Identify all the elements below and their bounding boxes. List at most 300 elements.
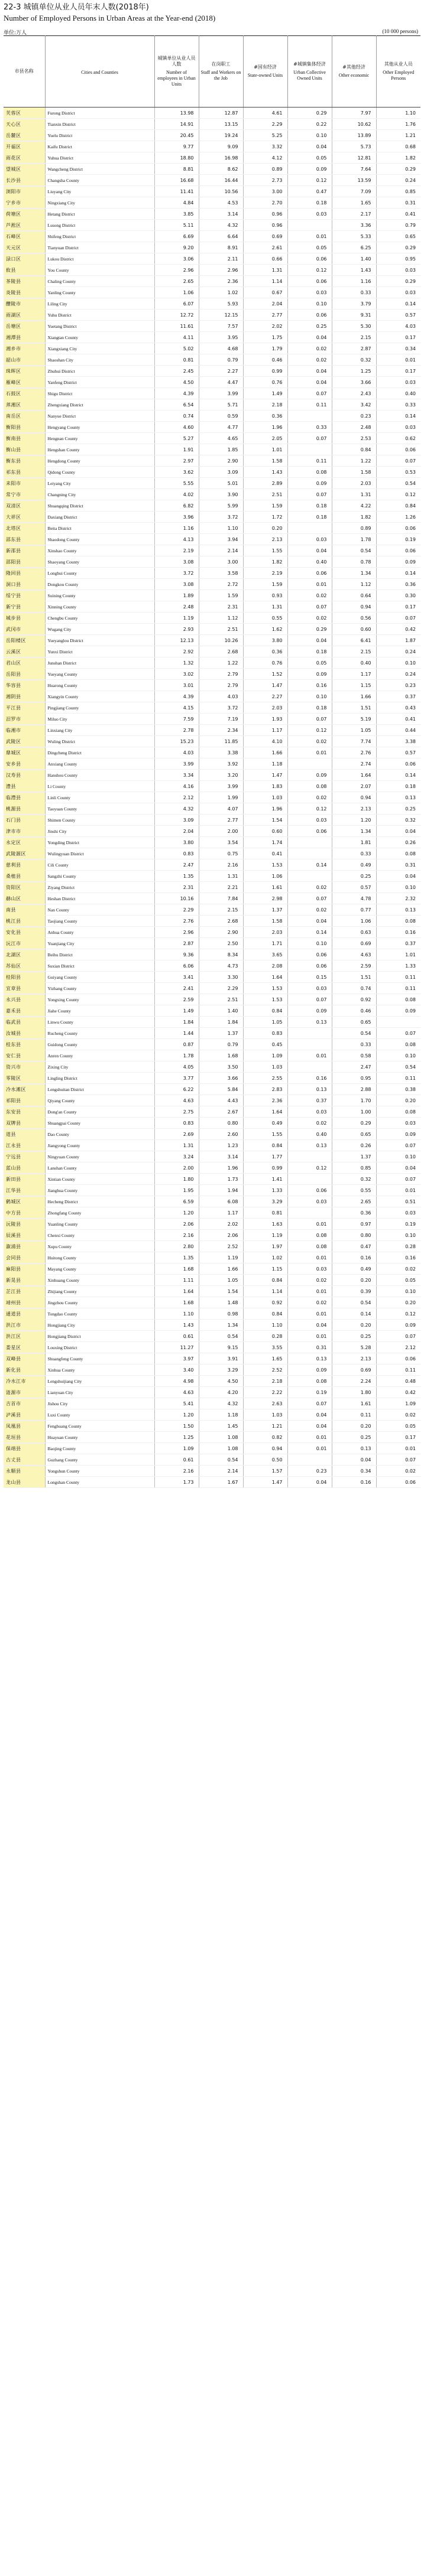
cell-collective: 0.02: [287, 590, 332, 601]
cell-total: 1.31: [154, 1140, 199, 1151]
cell-staff: 11.85: [199, 736, 243, 747]
table-row: [4, 893, 420, 904]
cell-other-employed: 1.21: [376, 130, 420, 141]
cell-other-employed: 0.09: [376, 1129, 420, 1140]
cell-state-owned: 1.62: [243, 624, 287, 635]
cell-total: 12.13: [154, 635, 199, 646]
table-row: [4, 1073, 420, 1084]
cell-other-economic: 4.22: [332, 500, 376, 512]
cell-other-employed: 0.44: [376, 725, 420, 736]
table-row: [4, 1017, 420, 1028]
cell-state-owned: 1.64: [243, 1106, 287, 1118]
cell-staff: 16.98: [199, 152, 243, 164]
cell-total: 0.83: [154, 1118, 199, 1129]
cell-staff: 0.80: [199, 1118, 243, 1129]
row-name-cn: 资兴市: [4, 1061, 45, 1073]
cell-collective: [287, 837, 332, 848]
cell-total: 3.99: [154, 758, 199, 770]
row-name-cn: 耒阳市: [4, 478, 45, 489]
row-name-en: Fenghuang County: [45, 1421, 154, 1432]
row-name-cn: 南县: [4, 904, 45, 916]
cell-other-economic: 12.81: [332, 152, 376, 164]
cell-total: 4.63: [154, 1095, 199, 1106]
cell-state-owned: 2.29: [243, 119, 287, 130]
table-row: [4, 1320, 420, 1331]
row-name-en: Suining County: [45, 590, 154, 601]
cell-collective: 0.02: [287, 343, 332, 354]
row-name-cn: 岳塘区: [4, 321, 45, 332]
cell-other-economic: 0.33: [332, 1039, 376, 1050]
cell-collective: 0.16: [287, 1073, 332, 1084]
cell-other-employed: 0.17: [376, 332, 420, 343]
cell-staff: 2.11: [199, 253, 243, 265]
table-row: [4, 108, 420, 119]
cell-collective: 0.07: [287, 714, 332, 725]
table-row: [4, 1331, 420, 1342]
cell-staff: 2.96: [199, 265, 243, 276]
row-name-en: Zhijiang County: [45, 1286, 154, 1297]
cell-total: 1.89: [154, 590, 199, 601]
cell-total: 3.80: [154, 837, 199, 848]
row-name-cn: 鹤城区: [4, 1196, 45, 1207]
cell-total: 6.06: [154, 960, 199, 972]
cell-total: 2.04: [154, 826, 199, 837]
row-name-cn: 南岳区: [4, 411, 45, 422]
cell-state-owned: 1.02: [243, 1252, 287, 1263]
row-name-cn: 邵阳县: [4, 556, 45, 568]
cell-staff: 1.84: [199, 1017, 243, 1028]
cell-other-employed: 0.54: [376, 1061, 420, 1073]
cell-total: 0.74: [154, 411, 199, 422]
cell-state-owned: 2.89: [243, 478, 287, 489]
cell-other-economic: 0.54: [332, 1297, 376, 1308]
cell-other-employed: 0.03: [376, 265, 420, 276]
row-name-cn: 宁乡市: [4, 197, 45, 209]
cell-other-economic: 1.51: [332, 972, 376, 983]
cell-staff: 1.94: [199, 1185, 243, 1196]
cell-other-economic: 5.19: [332, 714, 376, 725]
row-name-cn: 永兴县: [4, 994, 45, 1005]
cell-total: 16.68: [154, 175, 199, 186]
cell-collective: 0.05: [287, 242, 332, 253]
cell-total: 5.02: [154, 343, 199, 354]
cell-state-owned: 1.66: [243, 747, 287, 758]
cell-staff: 2.90: [199, 927, 243, 938]
cell-staff: 4.03: [199, 691, 243, 702]
row-name-en: Huayuan County: [45, 1432, 154, 1443]
cell-collective: 0.13: [287, 1017, 332, 1028]
table-row: [4, 1241, 420, 1252]
row-name-en: Anxiang County: [45, 758, 154, 770]
cell-other-employed: 0.02: [376, 1263, 420, 1275]
cell-collective: 0.02: [287, 904, 332, 916]
row-name-cn: 衡山县: [4, 444, 45, 455]
cell-collective: 0.06: [287, 276, 332, 287]
table-row: [4, 276, 420, 287]
table-row: [4, 231, 420, 242]
cell-staff: 9.09: [199, 141, 243, 152]
row-name-cn: 东安县: [4, 1106, 45, 1118]
table-row: [4, 130, 420, 141]
cell-state-owned: 1.53: [243, 994, 287, 1005]
cell-staff: 2.50: [199, 938, 243, 949]
cell-other-economic: 2.03: [332, 478, 376, 489]
cell-state-owned: 1.19: [243, 1230, 287, 1241]
cell-other-economic: 1.66: [332, 691, 376, 702]
table-row: [4, 680, 420, 691]
cell-staff: 2.60: [199, 1129, 243, 1140]
cell-other-economic: 0.34: [332, 1466, 376, 1477]
cell-total: 3.06: [154, 253, 199, 265]
cell-collective: 0.04: [287, 366, 332, 377]
cell-other-employed: 0.11: [376, 1364, 420, 1376]
row-name-cn: 临武县: [4, 1017, 45, 1028]
cell-collective: 0.40: [287, 1129, 332, 1140]
table-row: [4, 736, 420, 747]
cell-total: 1.91: [154, 444, 199, 455]
cell-staff: 6.64: [199, 231, 243, 242]
cell-other-employed: 0.54: [376, 478, 420, 489]
header-name-en: Cities and Counties: [45, 36, 154, 108]
row-name-cn: 洪江市: [4, 1320, 45, 1331]
cell-total: 1.44: [154, 1028, 199, 1039]
cell-total: 1.68: [154, 1263, 199, 1275]
cell-other-economic: 1.61: [332, 1398, 376, 1409]
row-name-en: Taojiang County: [45, 916, 154, 927]
cell-total: 11.41: [154, 186, 199, 197]
row-name-en: Shuangpai County: [45, 1118, 154, 1129]
cell-state-owned: 1.57: [243, 1466, 287, 1477]
cell-total: 10.16: [154, 893, 199, 904]
table-row: [4, 601, 420, 613]
cell-total: 2.93: [154, 624, 199, 635]
cell-total: 2.87: [154, 938, 199, 949]
cell-collective: 0.07: [287, 489, 332, 500]
cell-other-economic: 1.16: [332, 276, 376, 287]
row-name-cn: 攸县: [4, 265, 45, 276]
cell-other-employed: 0.05: [376, 1421, 420, 1432]
cell-staff: 13.15: [199, 119, 243, 130]
cell-other-economic: 1.70: [332, 1095, 376, 1106]
cell-collective: 0.04: [287, 916, 332, 927]
cell-staff: 2.02: [199, 1219, 243, 1230]
row-name-en: Xupu County: [45, 1241, 154, 1252]
table-row: [4, 770, 420, 781]
table-row: [4, 298, 420, 310]
employment-table: [4, 35, 420, 1488]
cell-state-owned: 0.84: [243, 1275, 287, 1286]
cell-collective: 0.15: [287, 972, 332, 983]
cell-collective: 0.02: [287, 354, 332, 366]
row-name-cn: 双牌县: [4, 1118, 45, 1129]
cell-other-employed: 0.33: [376, 399, 420, 411]
cell-state-owned: 0.96: [243, 209, 287, 220]
cell-other-employed: 0.10: [376, 1151, 420, 1162]
cell-other-economic: 2.15: [332, 332, 376, 343]
cell-state-owned: 1.79: [243, 343, 287, 354]
cell-staff: 0.59: [199, 411, 243, 422]
table-row: [4, 568, 420, 579]
table-row: [4, 1297, 420, 1308]
cell-total: 2.45: [154, 366, 199, 377]
row-name-en: Beihu District: [45, 949, 154, 960]
cell-collective: 0.06: [287, 310, 332, 321]
row-name-en: Hengnan County: [45, 433, 154, 444]
cell-other-economic: 4.63: [332, 949, 376, 960]
cell-collective: 0.16: [287, 680, 332, 691]
cell-state-owned: 2.63: [243, 1398, 287, 1409]
row-name-cn: 荷塘区: [4, 209, 45, 220]
cell-other-employed: 0.07: [376, 1028, 420, 1039]
table-row: [4, 1118, 420, 1129]
cell-state-owned: 1.03: [243, 1061, 287, 1073]
cell-other-economic: 7.97: [332, 108, 376, 119]
row-name-cn: 宜章县: [4, 983, 45, 994]
row-name-cn: 雨花区: [4, 152, 45, 164]
cell-other-employed: 0.01: [376, 1443, 420, 1454]
cell-total: 2.96: [154, 927, 199, 938]
row-name-cn: 双峰县: [4, 1353, 45, 1364]
cell-collective: 0.01: [287, 1286, 332, 1297]
table-row: [4, 287, 420, 298]
cell-other-employed: 0.16: [376, 927, 420, 938]
table-row: [4, 815, 420, 826]
row-name-en: Jianghua County: [45, 1185, 154, 1196]
cell-total: 6.59: [154, 1196, 199, 1207]
cell-collective: 0.14: [287, 859, 332, 871]
table-row: [4, 646, 420, 657]
cell-staff: 2.27: [199, 366, 243, 377]
cell-other-employed: 0.03: [376, 287, 420, 298]
cell-state-owned: 1.58: [243, 916, 287, 927]
cell-state-owned: 1.64: [243, 972, 287, 983]
cell-staff: 3.91: [199, 1353, 243, 1364]
cell-staff: 3.14: [199, 1151, 243, 1162]
row-name-en: Shuangfeng County: [45, 1353, 154, 1364]
cell-collective: 0.03: [287, 534, 332, 545]
row-name-en: Furong District: [45, 108, 154, 119]
cell-total: 1.19: [154, 613, 199, 624]
row-name-en: Xiangxiang City: [45, 343, 154, 354]
row-name-en: Liling City: [45, 298, 154, 310]
row-name-cn: 城步县: [4, 613, 45, 624]
cell-state-owned: 1.53: [243, 859, 287, 871]
row-name-cn: 安化县: [4, 927, 45, 938]
table-row: [4, 119, 420, 130]
row-name-cn: 雨湖区: [4, 310, 45, 321]
row-name-cn: 沅江市: [4, 938, 45, 949]
cell-state-owned: 1.31: [243, 601, 287, 613]
row-name-en: Li County: [45, 781, 154, 792]
table-row: [4, 1342, 420, 1353]
cell-total: 1.68: [154, 1297, 199, 1308]
row-name-en: Daxiang District: [45, 512, 154, 523]
row-name-cn: 通道县: [4, 1308, 45, 1320]
cell-total: 2.19: [154, 545, 199, 556]
cell-state-owned: 0.60: [243, 826, 287, 837]
cell-state-owned: 1.72: [243, 512, 287, 523]
cell-other-economic: 0.49: [332, 859, 376, 871]
row-name-cn: 冷水滩区: [4, 1084, 45, 1095]
row-name-en: Yuhua District: [45, 152, 154, 164]
cell-state-owned: 2.51: [243, 489, 287, 500]
cell-other-economic: 0.49: [332, 1263, 376, 1275]
cell-staff: 1.54: [199, 1286, 243, 1297]
cell-other-economic: 7.74: [332, 736, 376, 747]
row-name-en: Lusong District: [45, 220, 154, 231]
row-name-en: Dongkou County: [45, 579, 154, 590]
table-row: [4, 983, 420, 994]
cell-collective: [287, 444, 332, 455]
table-row: [4, 523, 420, 534]
row-name-en: Yongding District: [45, 837, 154, 848]
cell-staff: 2.14: [199, 1466, 243, 1477]
table-row: [4, 1207, 420, 1219]
cell-other-economic: 2.59: [332, 960, 376, 972]
cell-other-employed: 1.26: [376, 512, 420, 523]
cell-other-employed: 0.06: [376, 758, 420, 770]
cell-other-employed: 0.85: [376, 186, 420, 197]
row-name-en: Liuyang City: [45, 186, 154, 197]
cell-other-economic: 0.04: [332, 1454, 376, 1466]
cell-other-employed: 0.07: [376, 613, 420, 624]
cell-collective: 0.19: [287, 1387, 332, 1398]
cell-other-employed: [376, 1017, 420, 1028]
cell-other-economic: 1.20: [332, 815, 376, 826]
cell-state-owned: 1.14: [243, 1286, 287, 1297]
cell-collective: [287, 1151, 332, 1162]
cell-total: 0.87: [154, 1039, 199, 1050]
cell-other-economic: 1.12: [332, 579, 376, 590]
cell-collective: 0.12: [287, 725, 332, 736]
cell-other-employed: 2.12: [376, 1342, 420, 1353]
cell-staff: 3.72: [199, 512, 243, 523]
row-name-en: Xinning County: [45, 601, 154, 613]
cell-total: 4.02: [154, 489, 199, 500]
table-row: [4, 882, 420, 893]
cell-collective: 0.03: [287, 1196, 332, 1207]
row-name-en: Cili County: [45, 859, 154, 871]
table-row: [4, 242, 420, 253]
table-row: [4, 467, 420, 478]
table-row: [4, 904, 420, 916]
cell-total: 7.59: [154, 714, 199, 725]
row-name-cn: 蓝山县: [4, 1162, 45, 1174]
cell-collective: 0.01: [287, 1308, 332, 1320]
cell-state-owned: 1.77: [243, 1151, 287, 1162]
cell-collective: 0.25: [287, 321, 332, 332]
row-name-cn: 芦淞区: [4, 220, 45, 231]
cell-collective: 0.11: [287, 455, 332, 467]
row-name-en: Jinshi City: [45, 826, 154, 837]
row-name-cn: 芷江县: [4, 1286, 45, 1297]
cell-staff: 2.00: [199, 826, 243, 837]
cell-other-employed: 0.08: [376, 1106, 420, 1118]
cell-other-economic: 1.31: [332, 489, 376, 500]
cell-collective: 0.12: [287, 175, 332, 186]
row-name-en: Lukou District: [45, 253, 154, 265]
cell-collective: 0.47: [287, 186, 332, 197]
cell-staff: 2.67: [199, 1106, 243, 1118]
row-name-cn: 吉首市: [4, 1398, 45, 1409]
table-row: [4, 1028, 420, 1039]
cell-other-economic: 0.95: [332, 1073, 376, 1084]
cell-state-owned: 1.96: [243, 803, 287, 815]
cell-other-economic: 0.40: [332, 657, 376, 669]
cell-total: 1.78: [154, 1050, 199, 1061]
cell-collective: [287, 1207, 332, 1219]
cell-collective: 0.23: [287, 1466, 332, 1477]
row-name-en: Changning City: [45, 489, 154, 500]
cell-other-employed: 0.14: [376, 770, 420, 781]
cell-other-employed: 0.06: [376, 1477, 420, 1488]
cell-other-economic: 2.24: [332, 1376, 376, 1387]
cell-total: 4.15: [154, 702, 199, 714]
cell-staff: 19.24: [199, 130, 243, 141]
table-row: [4, 545, 420, 556]
cell-other-employed: 0.07: [376, 1331, 420, 1342]
row-name-cn: 浏阳市: [4, 186, 45, 197]
row-name-en: Leiyang City: [45, 478, 154, 489]
cell-collective: 0.01: [287, 579, 332, 590]
row-name-en: Sangzhi County: [45, 871, 154, 882]
cell-staff: 2.15: [199, 904, 243, 916]
row-name-cn: 珠晖区: [4, 366, 45, 377]
cell-state-owned: 3.80: [243, 635, 287, 646]
cell-other-employed: 1.76: [376, 119, 420, 130]
cell-staff: 3.00: [199, 556, 243, 568]
row-name-en: Lianyuan City: [45, 1387, 154, 1398]
cell-staff: 2.31: [199, 601, 243, 613]
row-name-cn: 澧县: [4, 781, 45, 792]
row-name-en: Wangcheng District: [45, 164, 154, 175]
row-name-cn: 赫山区: [4, 893, 45, 904]
cell-other-employed: 0.29: [376, 276, 420, 287]
cell-collective: 0.04: [287, 377, 332, 388]
row-name-en: Changsha County: [45, 175, 154, 186]
cell-other-economic: 0.89: [332, 523, 376, 534]
table-row: [4, 938, 420, 949]
cell-other-economic: 1.05: [332, 725, 376, 736]
cell-staff: 5.93: [199, 298, 243, 310]
cell-state-owned: 2.02: [243, 321, 287, 332]
cell-state-owned: 0.94: [243, 1443, 287, 1454]
row-name-cn: 武陵区: [4, 736, 45, 747]
table-row: [4, 1252, 420, 1263]
cell-collective: 0.03: [287, 1263, 332, 1275]
row-name-en: Lengshuitan District: [45, 1084, 154, 1095]
cell-state-owned: 3.29: [243, 1196, 287, 1207]
cell-other-economic: 2.17: [332, 209, 376, 220]
cell-other-economic: 1.81: [332, 837, 376, 848]
cell-other-economic: 1.51: [332, 702, 376, 714]
cell-total: 3.77: [154, 1073, 199, 1084]
cell-state-owned: 0.20: [243, 523, 287, 534]
cell-other-economic: 0.84: [332, 444, 376, 455]
table-row: [4, 1454, 420, 1466]
row-name-en: Ziyang District: [45, 882, 154, 893]
table-row: [4, 1084, 420, 1095]
cell-other-economic: 1.58: [332, 467, 376, 478]
cell-collective: 0.04: [287, 332, 332, 343]
cell-staff: 4.53: [199, 197, 243, 209]
cell-other-economic: 0.58: [332, 1050, 376, 1061]
cell-staff: 1.18: [199, 1409, 243, 1421]
cell-staff: 3.09: [199, 467, 243, 478]
cell-other-employed: 0.65: [376, 231, 420, 242]
cell-state-owned: 0.84: [243, 1005, 287, 1017]
cell-staff: 3.90: [199, 489, 243, 500]
